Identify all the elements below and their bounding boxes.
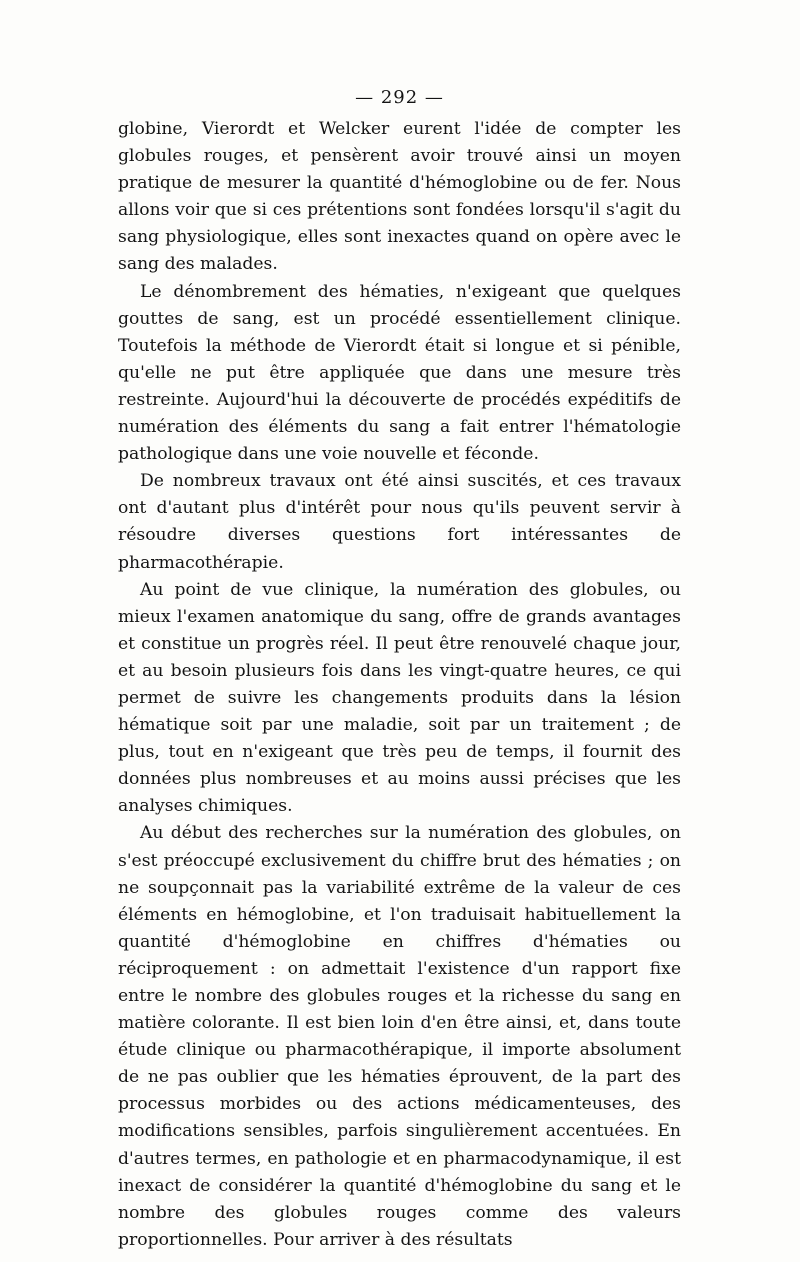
paragraph-point-de-vue-clinique: Au point de vue clinique, la numération des globules, ou mieux l'examen anatomique du sang, offre de grands avantages et constitue un progrès réel. Il peut être renouvelé chaque jour, et au besoin plusieurs fois dans les vingt-quatre heures, ce qui permet de suivre les changements produits dans la lésion hématique soit par une maladie, soit par un traitement ; de plus, tout en n'exigeant que très peu de temps, il fournit des données plus nombreuses et au moins aussi précises que les analyses chimiques. xyxy=(118,579,681,817)
paragraph-continuation: globine, Vierordt et Welcker eurent l'idée de compter les globules rouges, et pensèrent avoir trouvé ainsi un moyen pratique de mesurer la quantité d'hémoglobine ou de fer. Nous allons voir que si ces prétentions sont fondées lorsqu'il s'agit du sang physiologique, elles sont inexactes quand on opère avec le sang des malades. xyxy=(118,119,681,275)
document-page xyxy=(118,84,681,1254)
page-number: — 292 — xyxy=(355,87,444,108)
paragraph-denombrement: Le dénombrement des hématies, n'exigeant que quelques gouttes de sang, est un procédé essentiellement clinique. Toutefois la méthode de Vierordt était si longue et si pénible, qu'elle ne put être appliquée que dans une mesure très restreinte. Aujourd'hui la découverte de procédés expéditifs de numération des éléments du sang a fait entrer l'hématologie pathologique dans une voie nouvelle et féconde. xyxy=(118,281,681,465)
paragraph-debut-recherches: Au début des recherches sur la numération des globules, on s'est préoccupé exclusivement du chiffre brut des hématies ; on ne soupçonnait pas la variabilité extrême de la valeur de ces éléments en hémoglobine, et l'on traduisait habituellement la quantité d'hémoglobine en chiffres d'hématies ou réciproquement : on admettait l'existence d'un rapport fixe entre le nombre des globules rouges et la richesse du sang en matière colorante. Il est bien loin d'en être ainsi, et, dans toute étude clinique ou pharmacothérapique, il importe absolument de ne pas oublier que les hématies éprouvent, de la part des processus morbides ou des actions médicamenteuses, des modifications sensibles, parfois singulièrement accentuées. En d'autres termes, en pathologie et en pharmacodynamique, il est inexact de considérer la quantité d'hémoglobine du sang et le nombre des globules rouges comme des valeurs proportionnelles. Pour arriver à des résultats xyxy=(118,823,681,1250)
paragraph-travaux: De nombreux travaux ont été ainsi suscités, et ces travaux ont d'autant plus d'intérêt pour nous qu'ils peuvent servir à résoudre diverses questions fort intéressantes de pharmacothérapie. xyxy=(118,471,681,573)
